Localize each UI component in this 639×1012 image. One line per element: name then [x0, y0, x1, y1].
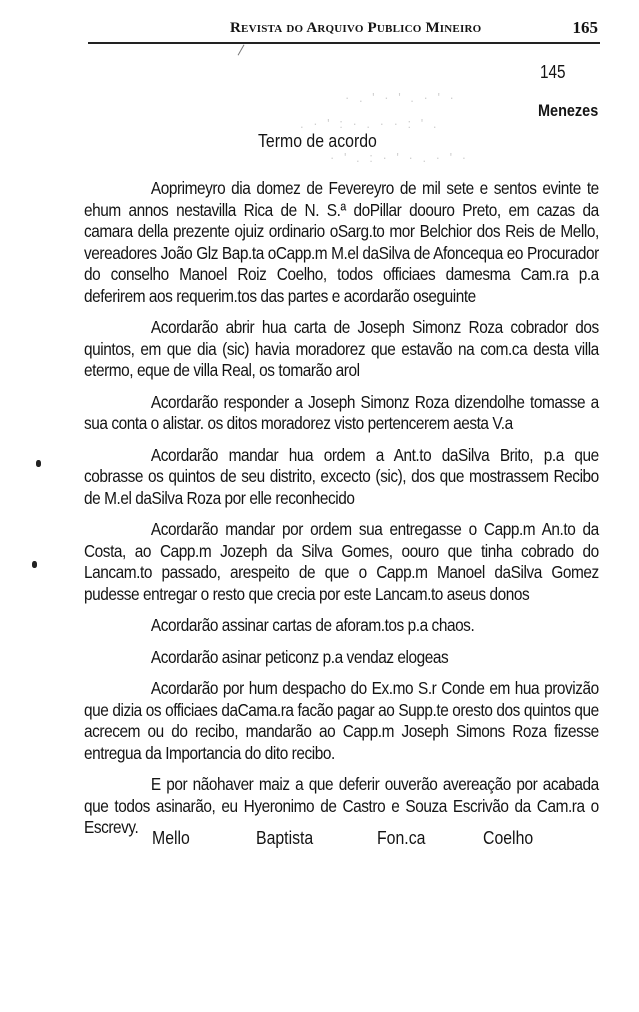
journal-title: Revista do Arquivo Publico Mineiro: [230, 20, 482, 36]
pencil-mark: [238, 45, 252, 60]
bleed-through-smudge: · ' . : · ' · . · ' ·: [330, 150, 470, 165]
bleed-through-smudge: . · ' : · . · · : ' .: [300, 116, 440, 131]
paragraph: Acordarão por hum despacho do Ex.mo S.r Conde em hua provizão que dizia os officiaes daCama.ra facão pagar ao Supp.te oresto dos quintos que acrecem ou do recibo, mandarão ao Capp.m Joseph Simons Roza fizesse entregua da Importancia do dito recibo.: [84, 678, 599, 763]
bleed-through-smudge: · . ' · ' . · ' ·: [345, 90, 457, 105]
paragraph: Acordarão mandar por ordem sua entregasse o Capp.m An.to da Costa, ao Capp.m Jozeph da Silva Gomes, oouro que tinha cobrado do Lancam.to passado, arespeito de que o Capp.m Manoel daSilva Gomez pudesse entregar o resto que crecia por este Lancam.to aseus donos: [84, 519, 599, 604]
header-rule: [88, 42, 600, 44]
signature: Coelho: [483, 828, 534, 848]
manuscript-folio: 145: [540, 62, 566, 82]
paragraph: Acordarão asinar peticonz p.a vendaz elogeas: [150, 646, 449, 667]
author-name: Menezes: [538, 101, 599, 120]
margin-mark: [36, 460, 41, 467]
paragraph: Acordarão mandar hua ordem a Ant.to daSilva Brito, p.a que cobrasse os quintos de seu distrito, excecto (sic), dos que mostrassem Recibo de M.el daSilva Roza por elle reconhecido: [84, 444, 599, 508]
margin-mark: [32, 561, 37, 568]
paragraph: Acordarão abrir hua carta de Joseph Simonz Roza cobrador dos quintos, em que dia (sic) havia moradorez que estavão na com.ca desta villa etermo, eque de villa Real, os tomarão arol: [84, 317, 599, 380]
running-header: [88, 18, 600, 42]
document-body: [84, 178, 599, 839]
signature: Mello: [152, 828, 190, 848]
document-title: Termo de acordo: [258, 131, 377, 151]
page-number: 165: [572, 18, 598, 37]
paragraph: Aoprimeyro dia domez de Fevereyro de mil sete e sentos evinte te ehum annos nestavilla Rica de N. S.ª doPillar doouro Preto, em cazas da camara della prezente ojuiz ordinario oSarg.to mor Belchior dos Reis de Mello, vereadores João Glz Bap.ta oCapp.m M.el daSilva de Afoncequa eo Procurador do conselho Manoel Roiz Coelho, todos officiaes damesma Cam.ra p.a deferirem aos requerim.tos das partes e acordarão oseguinte: [84, 178, 599, 306]
paragraph: Acordarão responder a Joseph Simonz Roza dizendolhe tomasse a sua conta o alistar. os ditos moradorez visto pertencerem aesta V.a: [84, 391, 599, 433]
signature: Fon.ca: [377, 828, 426, 848]
paragraph: Acordarão assinar cartas de aforam.tos p.a chaos.: [150, 615, 475, 635]
signature: Baptista: [256, 828, 314, 848]
paragraph: E por nãohaver maiz a que deferir ouverão avereação por acabada que todos asinarão, eu Hyeronimo de Castro e Souza Escrivão da Cam.ra o Escrevy.: [84, 774, 599, 837]
signatures: [0, 828, 639, 852]
